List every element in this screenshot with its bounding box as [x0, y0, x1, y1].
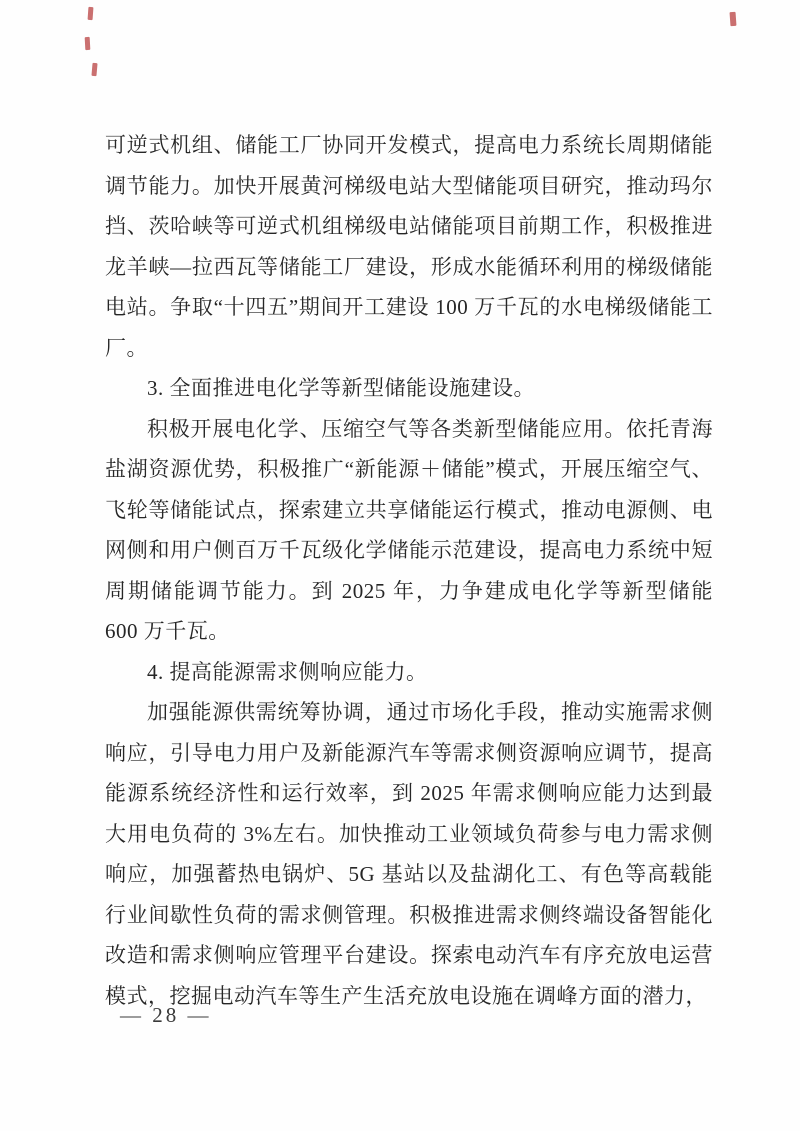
body-paragraph-continuation: 可逆式机组、储能工厂协同开发模式，提高电力系统长周期储能调节能力。加快开展黄河梯级电站大型储能项目研究，推动玛尔挡、茨哈峡等可逆式机组梯级电站储能项目前期工作，积极推进龙羊峡—拉西瓦等储能工厂建设，形成水能循环利用的梯级储能电站。争取“十四五”期间开工建设 100 万千瓦的水电梯级储能工厂。	[105, 133, 713, 360]
page-number-footer: — 28 —	[120, 1003, 212, 1027]
red-scan-artifact	[730, 12, 737, 26]
section-heading-4: 4. 提高能源需求侧响应能力。	[147, 659, 428, 684]
body-paragraph: 加强能源供需统筹协调，通过市场化手段，推动实施需求侧响应，引导电力用户及新能源汽车等需求侧资源响应调节，提高能源系统经济性和运行效率，到 2025 年需求侧响应能力达到最大用电负荷的 3%左右。加快推动工业领域负荷参与电力需求侧响应，加强蓄热电锅炉、5G 基站以及盐湖化工、有色等高载能行业间歇性负荷的需求侧管理。积极推进需求侧终端设备智能化改造和需求侧响应管理平台建设。探索电动汽车有序充放电运营模式，挖掘电动汽车等生产生活充放电设施在调峰方面的潜力，	[105, 700, 713, 1008]
red-scan-artifact	[88, 7, 94, 20]
red-scan-artifact	[91, 63, 97, 76]
document-body	[105, 125, 713, 1016]
section-heading-3: 3. 全面推进电化学等新型储能设施建设。	[147, 376, 535, 400]
red-scan-artifact	[85, 37, 91, 50]
body-paragraph: 积极开展电化学、压缩空气等各类新型储能应用。依托青海盐湖资源优势，积极推广“新能源＋储能”模式，开展压缩空气、飞轮等储能试点，探索建立共享储能运行模式，推动电源侧、电网侧和用户侧百万千瓦级化学储能示范建设，提高电力系统中短周期储能调节能力。到 2025 年，力争建成电化学等新型储能 600 万千瓦。	[105, 416, 713, 643]
